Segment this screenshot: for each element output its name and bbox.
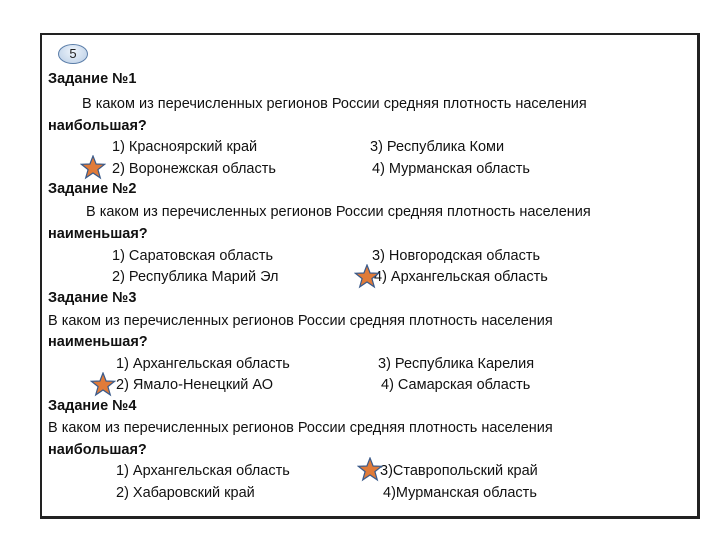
task-4-option-4: 4)Мурманская область — [383, 485, 537, 501]
task-2-option-1: 1) Саратовская область — [112, 248, 274, 264]
star-icon — [357, 457, 383, 482]
task-3-option-4: 4) Самарская область — [381, 377, 531, 393]
task-2-title: Задание №2 — [48, 181, 137, 197]
task-2-question: В каком из перечисленных регионов России средняя плотность населения — [86, 204, 591, 220]
task-3-option-3: 3) Республика Карелия — [378, 356, 535, 372]
task-3-question-end: наименьшая? — [48, 334, 148, 350]
task-1-option-1: 1) Красноярский край — [112, 139, 258, 155]
task-3-title: Задание №3 — [48, 290, 137, 306]
task-1-question-end: наибольшая? — [48, 118, 147, 134]
star-icon — [80, 155, 106, 180]
task-3-option-1: 1) Архангельская область — [116, 356, 290, 372]
task-4-option-2: 2) Хабаровский край — [116, 485, 255, 501]
task-1-option-2: 2) Воронежская область — [112, 161, 276, 177]
task-1-title: Задание №1 — [48, 71, 137, 87]
task-2-option-2: 2) Республика Марий Эл — [112, 269, 279, 285]
task-2-option-3: 3) Новгородская область — [372, 248, 541, 264]
task-1-question: В каком из перечисленных регионов России средняя плотность населения — [82, 96, 587, 112]
task-4-option-3: 3)Ставропольский край — [380, 463, 538, 479]
task-2-question-end: наименьшая? — [48, 226, 148, 242]
task-3-question: В каком из перечисленных регионов России средняя плотность населения — [48, 313, 553, 329]
task-2-option-4: 4) Архангельская область — [374, 269, 548, 285]
slide-number-badge: 5 — [58, 44, 88, 64]
task-1-option-4: 4) Мурманская область — [372, 161, 530, 177]
task-4-title: Задание №4 — [48, 398, 137, 414]
task-4-question: В каком из перечисленных регионов России средняя плотность населения — [48, 420, 553, 436]
task-3-option-2: 2) Ямало-Ненецкий АО — [116, 377, 274, 393]
task-1-option-3: 3) Республика Коми — [370, 139, 505, 155]
task-4-option-1: 1) Архангельская область — [116, 463, 290, 479]
star-icon — [90, 372, 116, 397]
star-icon — [354, 264, 380, 289]
task-4-question-end: наибольшая? — [48, 442, 147, 458]
